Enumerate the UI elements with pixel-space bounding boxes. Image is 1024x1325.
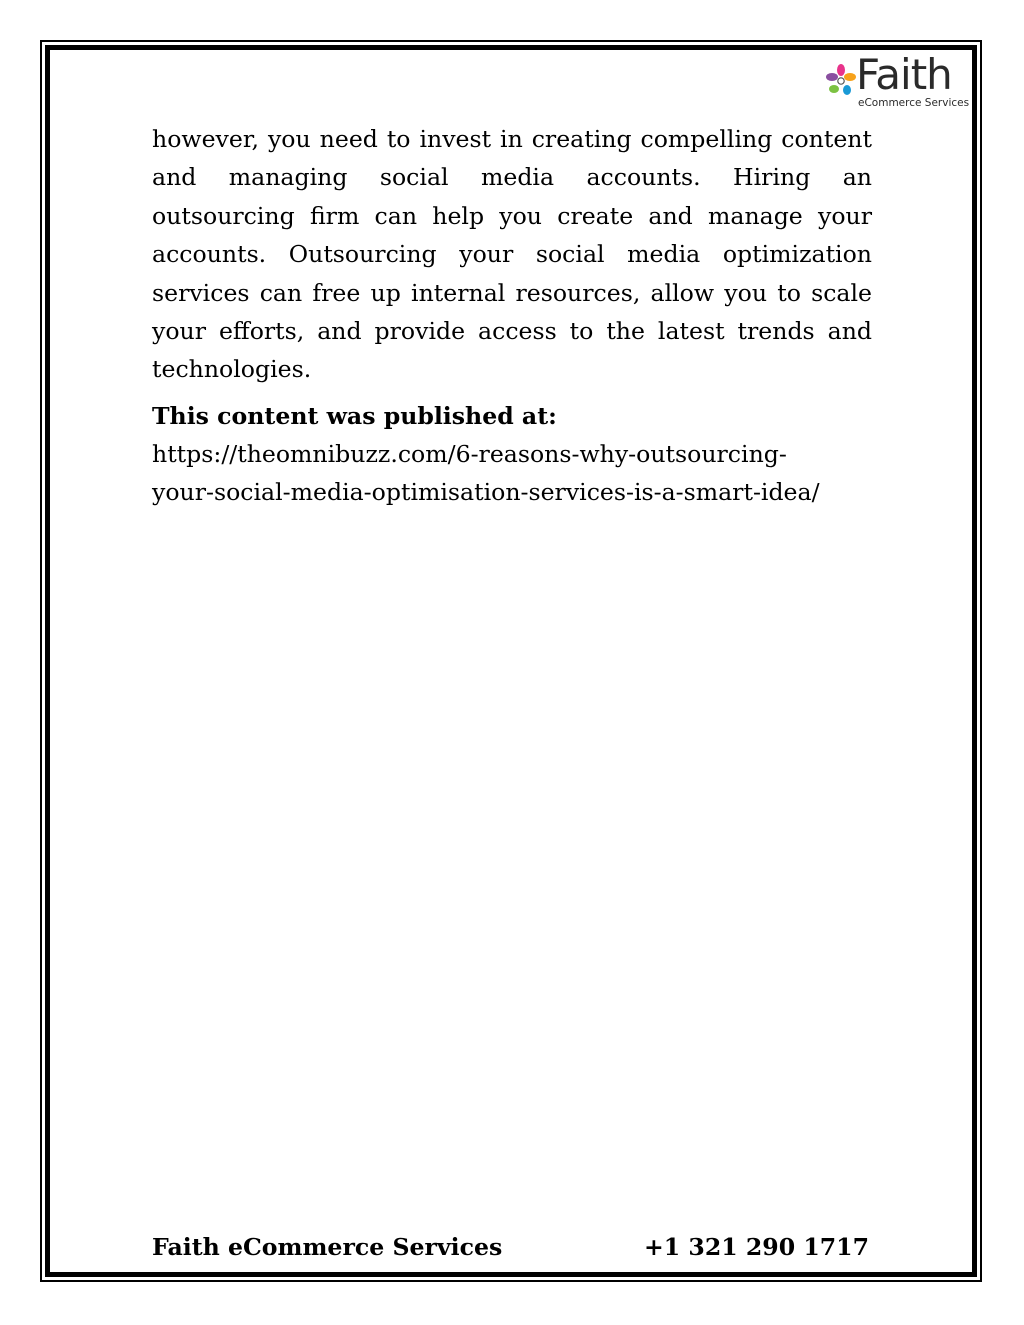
published-heading: This content was published at: bbox=[152, 401, 557, 430]
main-content bbox=[152, 120, 872, 512]
page-footer bbox=[152, 1233, 869, 1261]
logo-wordmark: Faith bbox=[856, 50, 952, 99]
company-logo bbox=[826, 50, 970, 112]
body-paragraph: however, you need to invest in creating compelling content and managing social media accounts. Hiring an outsourcing firm can help you create and manage your accounts. Outsourcing your social media optimization services can free up internal resources, allow you to scale your efforts, and provide access to the latest trends and technologies. bbox=[152, 125, 872, 384]
flower-logo-icon bbox=[826, 62, 856, 102]
source-url-line-2[interactable]: your-social-media-optimisation-services-is-a-smart-idea/ bbox=[152, 478, 820, 507]
logo-subtitle: eCommerce Services bbox=[858, 97, 970, 109]
footer-phone-number: +1 321 290 1717 bbox=[644, 1233, 869, 1261]
source-url-line-1[interactable]: https://theomnibuzz.com/6-reasons-why-outsourcing- bbox=[152, 439, 787, 468]
footer-company-name: Faith eCommerce Services bbox=[152, 1233, 503, 1261]
